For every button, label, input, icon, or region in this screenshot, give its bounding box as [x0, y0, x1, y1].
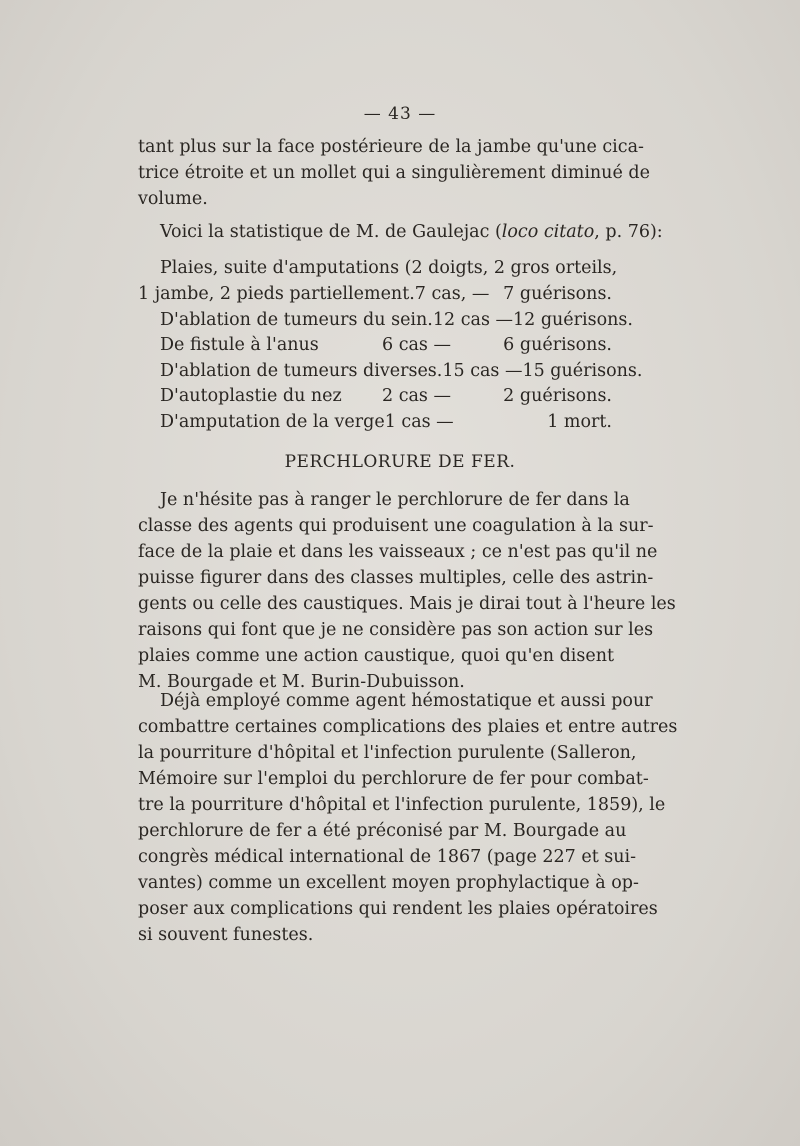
text-line: trice étroite et un mollet qui a singulièrement diminué de	[138, 163, 650, 183]
statistics-row	[138, 358, 643, 384]
text-line: poser aux complications qui rendent les plaies opératoires	[138, 899, 658, 919]
statistics-row-result: 6 guérisons.	[503, 335, 612, 355]
statistics-row-result: 7 guérisons.	[503, 284, 612, 304]
text-line: raisons qui font que je ne considère pas son action sur les	[138, 620, 654, 640]
statistics-row-description: D'autoplastie du nez	[160, 386, 342, 406]
paragraph-perchlorure-1	[138, 487, 676, 695]
statistics-row-description: D'ablation de tumeurs du sein.	[160, 309, 433, 330]
statistics-row-result: 1 mort.	[547, 411, 612, 432]
paragraph-perchlorure-2	[138, 688, 678, 948]
section-title: PERCHLORURE DE FER.	[284, 452, 516, 472]
text-line: volume.	[138, 189, 208, 209]
statistics-row	[138, 307, 633, 333]
statistics-row-description: 1 jambe, 2 pieds partiellement.	[138, 284, 415, 304]
statistics-row-cases: 15 cas —	[442, 360, 523, 381]
text-line: perchlorure de fer a été préconisé par M. Bourgade au	[138, 821, 627, 841]
statistics-rows	[138, 281, 643, 434]
text-line: tant plus sur la face postérieure de la jambe qu'une cica-	[138, 137, 644, 157]
statistics-row	[138, 383, 612, 409]
statistics-row-result: 12 guérisons.	[512, 309, 633, 330]
statistics-row-description: D'ablation de tumeurs diverses.	[160, 360, 443, 381]
statistics-row-description: De fistule à l'anus	[160, 335, 319, 355]
text-line: face de la plaie et dans les vaisseaux ; ce n'est pas qu'il ne	[138, 542, 658, 562]
statistics-row	[138, 332, 612, 358]
text-line: congrès médical international de 1867 (page 227 et sui-	[138, 847, 637, 867]
text-line: si souvent funestes.	[138, 925, 314, 945]
text-line: classe des agents qui produisent une coagulation à la sur-	[138, 516, 654, 536]
text-line: combattre certaines complications des plaies et entre autres	[138, 717, 678, 737]
page-number: — 43 —	[363, 104, 437, 124]
text-line: vantes) comme un excellent moyen prophylactique à op-	[138, 873, 639, 893]
statistique-intro	[138, 219, 663, 245]
statistics-row-result: 2 guérisons.	[503, 386, 612, 406]
text-line: la pourriture d'hôpital et l'infection purulente (Salleron,	[138, 743, 637, 763]
text-line: tre la pourriture d'hôpital et l'infection purulente, 1859), le	[138, 795, 666, 815]
statistics-row-cases: 12 cas —	[432, 309, 513, 330]
text-line: gents ou celle des caustiques. Mais je dirai tout à l'heure les	[138, 594, 676, 614]
text-line: Mémoire sur l'emploi du perchlorure de fer pour combat-	[138, 769, 649, 789]
text-line: puisse figurer dans des classes multiples, celle des astrin-	[138, 568, 654, 588]
statistics-row-cases: 1 cas —	[384, 411, 454, 432]
statistics-row-cases: 2 cas —	[382, 386, 451, 406]
citation-italic: loco citato	[501, 222, 595, 242]
statistics-row	[138, 281, 612, 307]
text-line: M. Bourgade et M. Burin-Dubuisson.	[138, 672, 465, 692]
text-line: plaies comme une action caustique, quoi qu'en disent	[138, 646, 615, 666]
statistics-table	[138, 255, 643, 434]
intro-paragraph	[138, 134, 650, 212]
statistics-row-description: D'amputation de la verge	[160, 411, 385, 432]
text-line: Je n'hésite pas à ranger le perchlorure de fer dans la	[160, 490, 630, 510]
statistics-first-line: Plaies, suite d'amputations (2 doigts, 2 gros orteils,	[160, 258, 618, 278]
statistics-row	[138, 409, 612, 435]
text-line: Voici la statistique de M. de Gaulejac (loco citato, p. 76):	[160, 222, 663, 242]
text-line: Déjà employé comme agent hémostatique et aussi pour	[160, 691, 653, 711]
statistics-row-cases: 6 cas —	[382, 335, 451, 355]
statistics-row-result: 15 guérisons.	[522, 360, 643, 381]
statistics-row-cases: 7 cas, —	[414, 284, 490, 304]
